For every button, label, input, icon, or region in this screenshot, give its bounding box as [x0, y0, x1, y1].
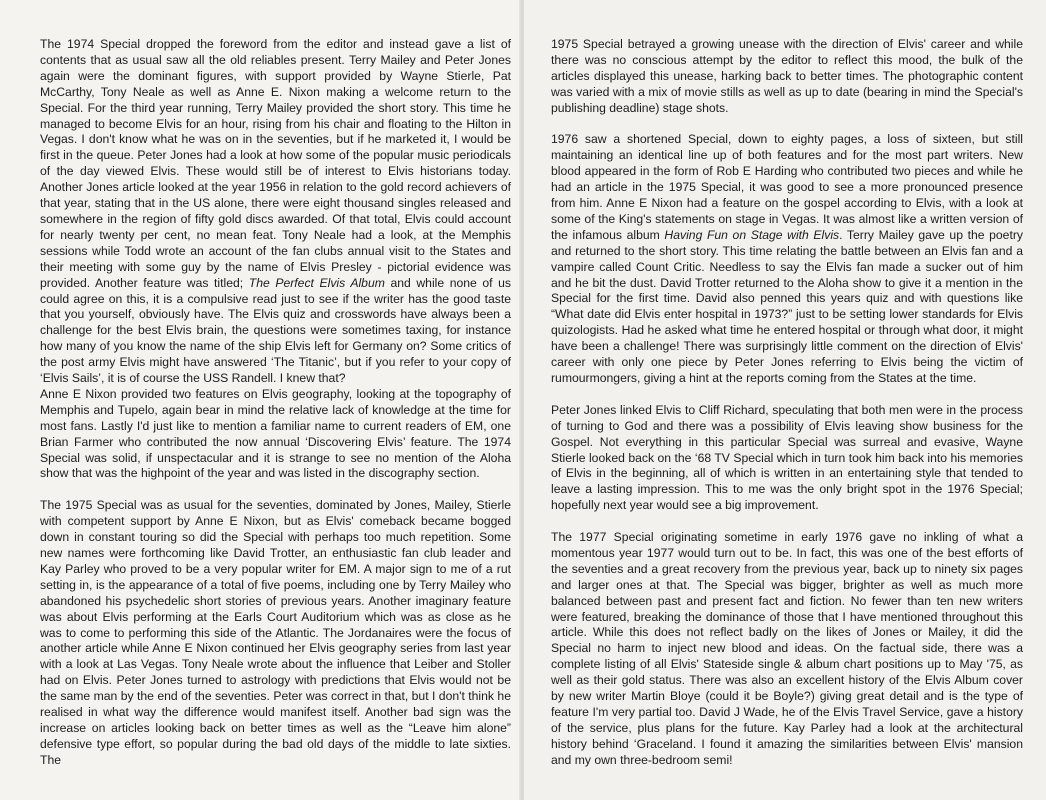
left-paragraph-geography: Anne E Nixon provided two features on Elvis geography, looking at the topography of Memphis and Tupelo, again bear in mind the relative lack of knowledge at the time for most fans. Lastly I'd just like to mention a familiar name to current readers of EM, one Brian Farmer who contributed the now annual ‘Discovering Elvis’ feature. The 1974 Special was solid, if unspectacular and it is strange to see no mention of the Aloha show that was the highpoint of the year and was listed in the discography section.	[40, 386, 511, 481]
right-p2-tail: . Terry Mailey gave up the poetry and returned to the short story. This time relating the battle between an Elvis fan and a vampire called Count Critic. Needless to say the Elvis fan made a sucker out of him and he bit the dust. David Trotter returned to the Aloha show to give it a mention in the Special for the first time. David also penned this years quiz and with questions like “What date did Elvis enter hospital in 1973?” just to be setting lower standards for Elvis quizologists. Had he asked what time he entered hospital or through what door, it might have been a challenge! There was surprisingly little comment on the direction of Elvis' career with only one piece by Peter Jones referring to Elvis being the victim of rumourmongers, giving a hint at the reports coming from the States at the time.	[551, 227, 1023, 386]
right-p2-text: 1976 saw a shortened Special, down to eighty pages, a loss of sixteen, but still maintaining an identical line up of both features and for the most part writers. New blood appeared in the form of Rob E Harding who contributed two pieces and while he had an article in the 1975 Special, it was good to see a more pronounced presence from him. Anne E Nixon had a feature on the gospel according to Elvis, with a look at some of the King's statements on stage in Vegas. It was almost like a written version of the infamous album	[551, 132, 1023, 242]
left-p1-italic-title: The Perfect Elvis Album	[248, 275, 385, 290]
left-page	[0, 0, 522, 800]
left-p1-tail: and while none of us could agree on this, it is a compulsive read just to see if the writer has the good taste that you yourself, obviously have. The Elvis quiz and crosswords have always been a challenge for the best Elvis brain, the questions were sometimes taxing, for instance how many of you know the name of the ship Elvis left for Germany on? Some critics of the post army Elvis might have answered ‘The Titanic’, but if you refer to your copy of ‘Elvis Sails’, it is of course the USS Randell. I knew that?	[40, 275, 511, 386]
left-p1-text: The 1974 Special dropped the foreword from the editor and instead gave a list of contents that as usual saw all the old reliables present. Terry Mailey and Peter Jones again were the dominant figures, with support provided by Wayne Stierle, Pat McCarthy, Tony Neale as well as Anne E. Nixon making a welcome return to the Special. For the third year running, Terry Mailey provided the short story. This time he managed to become Elvis for an hour, rising from his chair and floating to the Hilton in Vegas. I don't know what he was on in the seventies, but if he marketed it, I would be first in the queue. Peter Jones had a look at how some of the popular music periodicals of the day viewed Elvis. These would still be of interest to Elvis historians today. Another Jones article looked at the year 1956 in relation to the gold record achievers of that year, stating that in the US alone, there were eight thousand singles released and somewhere in the region of fifty gold discs awarded. Of that total, Elvis could account for nearly twenty per cent, no mean feat. Tony Neale had a look, at the Memphis sessions while Todd wrote an account of the fan clubs annual visit to the States and their meeting with some guy by the name of Elvis Presley - pictorial evidence was provided. Another feature was titled;	[40, 37, 511, 290]
left-paragraph-1975-special: The 1975 Special was as usual for the seventies, dominated by Jones, Mailey, Stierle with competent support by Anne E Nixon, but as Elvis' comeback became bogged down in constant touring so did the Special with perhaps too much repetition. Some new names were forthcoming like David Trotter, an enthusiastic fan club leader and Kay Parley who proved to be a very popular writer for EM. A major sign to me of a rut setting in, is the appearance of a total of five poems, including one by Terry Mailey who abandoned his psychedelic short stories of previous years. Another imaginary feature was about Elvis performing at the Earls Court Auditorium which was as close as he was to come to performing this side of the Atlantic. The Jordanaires were the focus of another article while Anne E Nixon continued her Elvis geography series from last year with a look at Las Vegas. Tony Neale wrote about the influence that Leiber and Stoller had on Elvis. Peter Jones turned to astrology with predictions that Elvis would not be the same man by the end of the seventies. Peter was correct in that, but I don't think he realised in what way the difference would manifest itself. Another bad sign was the increase on articles looking back on better times as well as the “Leave him alone” defensive type effort, so popular during the bad old days of the middle to late sixties. The	[40, 498, 511, 767]
right-page	[524, 0, 1046, 800]
right-paragraph-1977-special: The 1977 Special originating sometime in early 1976 gave no inkling of what a momentous year 1977 would turn out to be. In fact, this was one of the best efforts of the seventies and a great recovery from the previous year, back up to ninety six pages and larger ones at that. The Special was bigger, brighter as well as much more balanced between past and present fact and fiction. No fewer than ten new writers were featured, breaking the dominance of those that I have mentioned throughout this article. While this does not reflect badly on the likes of Jones or Mailey, it did the Special no harm to inject new blood and ideas. On the factual side, there was a complete listing of all Elvis' Stateside single & album chart positions up to May '75, as well as their gold status. There was also an excellent history of the Elvis Album cover by new writer Martin Bloye (could it be Boyle?) giving great detail and is the type of feature I'm very partial too. David J Wade, he of the Elvis Travel Service, gave a history of the service, plus plans for the future. Kay Parley had a look at the architectural history behind ‘Graceland. I found it amazing the similarities between Elvis' mansion and my own three-bedroom semi!	[551, 530, 1023, 767]
right-p2-italic-title: Having Fun on Stage with Elvis	[664, 227, 840, 242]
left-paragraph-1974-special	[40, 37, 511, 387]
right-paragraph-1975-continued: 1975 Special betrayed a growing unease with the direction of Elvis' career and while there was no conscious attempt by the editor to reflect this mood, the bulk of the articles displayed this unease, harking back to better times. The photographic content was varied with a mix of movie stills as well as up to date (bearing in mind the Special's publishing deadline) stage shots.	[551, 37, 1023, 115]
right-paragraph-1976-special	[551, 132, 1023, 387]
right-paragraph-cliff-richard: Peter Jones linked Elvis to Cliff Richard, speculating that both men were in the process of turning to God and there was a possibility of Elvis leaving show business for the Gospel. Not everything in this particular Special was surreal and evasive, Wayne Stierle looked back on the ‘68 TV Special which in turn took him back into his memories of Elvis in the beginning, all of which is written in an entertaining style that tended to leave a lasting impression. This to me was the only bright spot in the 1976 Special; hopefully next year would see a big improvement.	[551, 402, 1023, 513]
